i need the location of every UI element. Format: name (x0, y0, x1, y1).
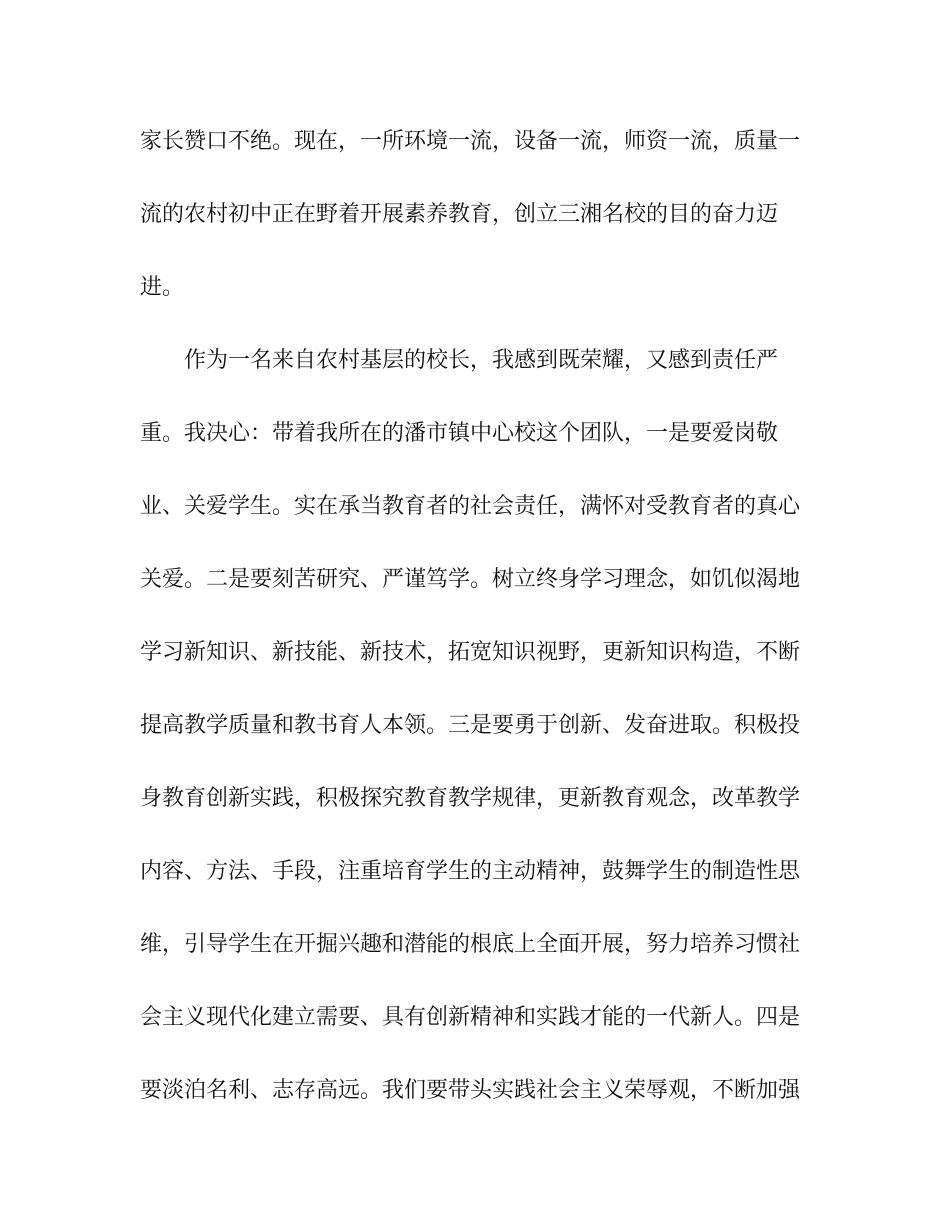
text-line: 关爱。二是要刻苦研究、严谨笃学。树立终身学习理念，如饥似渴地 (140, 567, 801, 592)
text-line: 业、关爱学生。实在承当教育者的社会责任，满怀对受教育者的真心 (140, 494, 801, 519)
text-line: 流的农村初中正在野着开展素养教育，创立三湘名校的目的奋力迈 (140, 202, 779, 227)
text-line: 要淡泊名利、志存高远。我们要带头实践社会主义荣辱观，不断加强 (140, 1078, 801, 1103)
text-line: 内容、方法、手段，注重培育学生的主动精神，鼓舞学生的制造性思 (140, 859, 801, 884)
text-line: 学习新知识、新技能、新技术，拓宽知识视野，更新知识构造，不断 (140, 640, 801, 665)
text-line: 重。我决心：带着我所在的潘市镇中心校这个团队，一是要爱岗敬 (140, 421, 779, 446)
text-line: 进。 (140, 275, 185, 300)
text-line: 提高教学质量和教书育人本领。三是要勇于创新、发奋进取。积极投 (140, 713, 801, 738)
text-line: 会主义现代化建立需要、具有创新精神和实践才能的一代新人。四是 (140, 1005, 801, 1030)
paragraph-first-line: 作为一名来自农村基层的校长，我感到既荣耀，又感到责任严 (184, 348, 779, 373)
text-line: 身教育创新实践，积极探究教育教学规律，更新教育观念，改革教学 (140, 786, 801, 811)
text-line: 维，引导学生在开掘兴趣和潜能的根底上全面开展，努力培养习惯社 (140, 932, 801, 957)
text-line: 家长赞口不绝。现在，一所环境一流，设备一流，师资一流，质量一 (140, 129, 801, 154)
